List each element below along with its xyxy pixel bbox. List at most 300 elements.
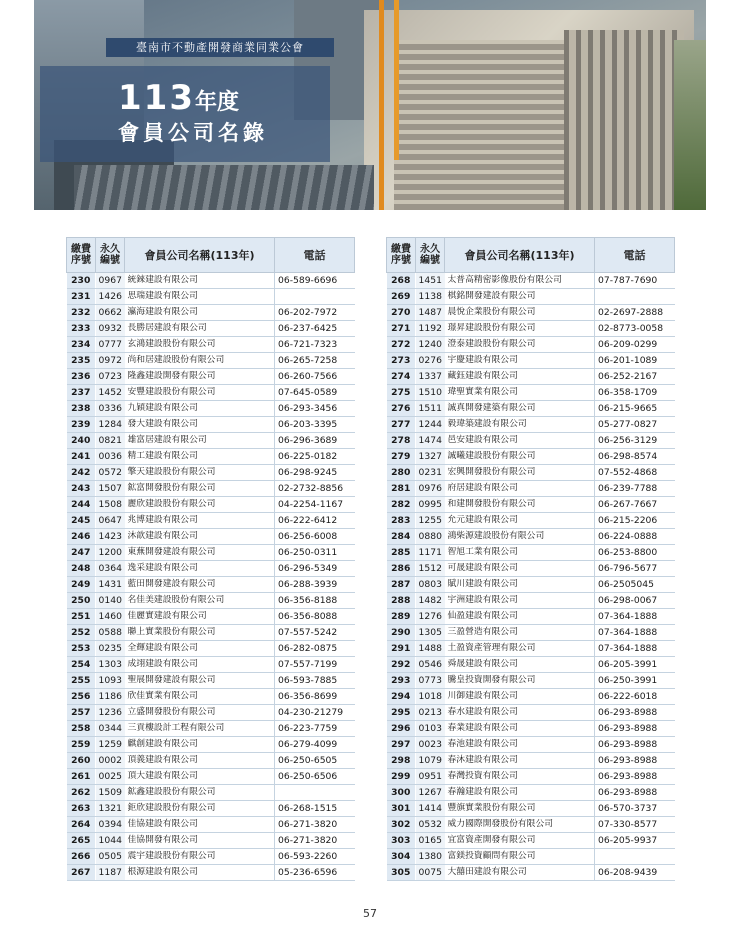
table-row: [387, 737, 675, 753]
member-code: 1321: [96, 801, 125, 817]
company-phone: 06-202-7972: [275, 305, 355, 321]
member-code: 0773: [416, 673, 445, 689]
table-row: [67, 657, 355, 673]
company-phone: 06-256-3129: [595, 433, 675, 449]
member-seq: 286: [387, 561, 416, 577]
company-phone: 06-252-2167: [595, 369, 675, 385]
member-code: 1508: [96, 497, 125, 513]
member-seq: 265: [67, 833, 96, 849]
member-code: 1380: [416, 849, 445, 865]
table-row: [67, 689, 355, 705]
company-phone: 06-250-6505: [275, 753, 355, 769]
member-seq: 291: [387, 641, 416, 657]
member-seq: 300: [387, 785, 416, 801]
company-name: 川御建設有限公司: [445, 689, 595, 705]
company-phone: 05-236-6596: [275, 865, 355, 881]
company-phone: 06-296-5349: [275, 561, 355, 577]
table-row: [67, 785, 355, 801]
table-row: [387, 577, 675, 593]
company-name: 隆鑫建設開發有限公司: [125, 369, 275, 385]
member-seq: 232: [67, 305, 96, 321]
member-seq: 254: [67, 657, 96, 673]
table-row: [67, 401, 355, 417]
company-phone: 06-250-0311: [275, 545, 355, 561]
member-code: 1431: [96, 577, 125, 593]
company-phone: 07-364-1888: [595, 625, 675, 641]
table-row: [387, 337, 675, 353]
member-seq: 257: [67, 705, 96, 721]
header-company-name: 會員公司名稱(113年): [445, 238, 595, 273]
company-name: 精工建設有限公司: [125, 449, 275, 465]
member-seq: 236: [67, 369, 96, 385]
member-code: 0662: [96, 305, 125, 321]
company-phone: 06-250-3991: [595, 673, 675, 689]
member-code: 0777: [96, 337, 125, 353]
member-seq: 245: [67, 513, 96, 529]
company-phone: 06-279-4099: [275, 737, 355, 753]
company-name: 春灣投資有限公司: [445, 769, 595, 785]
company-name: 威力國際開發股份有限公司: [445, 817, 595, 833]
member-seq: 246: [67, 529, 96, 545]
table-row: [387, 769, 675, 785]
member-code: 1426: [96, 289, 125, 305]
table-row: [387, 289, 675, 305]
table-row: [67, 625, 355, 641]
member-rows-right: [387, 273, 675, 881]
table-row: [387, 721, 675, 737]
member-code: 0140: [96, 593, 125, 609]
member-seq: 260: [67, 753, 96, 769]
company-phone: 06-271-3820: [275, 833, 355, 849]
company-phone: 07-364-1888: [595, 609, 675, 625]
table-row: [67, 705, 355, 721]
member-seq: 233: [67, 321, 96, 337]
header-code: 永久編號: [96, 238, 125, 273]
member-seq: 261: [67, 769, 96, 785]
member-seq: 248: [67, 561, 96, 577]
company-phone: 07-557-7199: [275, 657, 355, 673]
member-seq: 259: [67, 737, 96, 753]
table-row: [387, 369, 675, 385]
table-row: [387, 673, 675, 689]
member-seq: 282: [387, 497, 416, 513]
company-phone: 06-288-3939: [275, 577, 355, 593]
table-row: [67, 769, 355, 785]
member-seq: 296: [387, 721, 416, 737]
company-phone: 06-298-8574: [595, 449, 675, 465]
company-phone: 06-570-3737: [595, 801, 675, 817]
member-code: 1044: [96, 833, 125, 849]
member-seq: 247: [67, 545, 96, 561]
page-number: 57: [363, 907, 377, 920]
member-seq: 298: [387, 753, 416, 769]
table-row: [387, 497, 675, 513]
company-phone: 06-356-8188: [275, 593, 355, 609]
company-name: 鉅欣建設股份有限公司: [125, 801, 275, 817]
member-seq: 303: [387, 833, 416, 849]
company-phone: 06-237-6425: [275, 321, 355, 337]
member-code: 0336: [96, 401, 125, 417]
company-name: 賦川建設有限公司: [445, 577, 595, 593]
member-code: 1507: [96, 481, 125, 497]
member-seq: 244: [67, 497, 96, 513]
company-name: 長勝居建設有限公司: [125, 321, 275, 337]
table-row: [387, 705, 675, 721]
member-seq: 279: [387, 449, 416, 465]
company-phone: 06-282-0875: [275, 641, 355, 657]
member-code: 1284: [96, 417, 125, 433]
company-phone: 07-557-5242: [275, 625, 355, 641]
member-seq: 255: [67, 673, 96, 689]
member-seq: 252: [67, 625, 96, 641]
company-phone: 02-2732-8856: [275, 481, 355, 497]
table-row: [67, 273, 355, 289]
company-name: 春池建設有限公司: [445, 737, 595, 753]
company-phone: 06-2505045: [595, 577, 675, 593]
member-rows-left: [67, 273, 355, 881]
company-name: 宏興開發股份有限公司: [445, 465, 595, 481]
member-seq: 238: [67, 401, 96, 417]
company-name: 和建開發股份有限公司: [445, 497, 595, 513]
company-phone: 06-201-1089: [595, 353, 675, 369]
company-name: 成翊建設有限公司: [125, 657, 275, 673]
year-number: 113: [118, 78, 195, 118]
table-row: [387, 657, 675, 673]
table-row: [387, 305, 675, 321]
member-seq: 271: [387, 321, 416, 337]
company-name: 瀛海建設有限公司: [125, 305, 275, 321]
company-phone: 06-293-8988: [595, 737, 675, 753]
association-label: 臺南市不動產開發商業同業公會: [106, 38, 334, 57]
company-phone: 06-222-6018: [595, 689, 675, 705]
member-seq: 235: [67, 353, 96, 369]
company-phone: 07-552-4868: [595, 465, 675, 481]
company-phone: 06-205-9937: [595, 833, 675, 849]
table-row: [387, 753, 675, 769]
table-row: [387, 689, 675, 705]
company-name: 欣佳實業有限公司: [125, 689, 275, 705]
company-name: 春沐建設有限公司: [445, 753, 595, 769]
member-seq: 281: [387, 481, 416, 497]
company-name: 藍田開發建設有限公司: [125, 577, 275, 593]
member-seq: 305: [387, 865, 416, 881]
table-row: [387, 449, 675, 465]
member-code: 1487: [416, 305, 445, 321]
company-name: 仙盈建設有限公司: [445, 609, 595, 625]
member-code: 1303: [96, 657, 125, 673]
company-phone: 06-298-9245: [275, 465, 355, 481]
member-seq: 258: [67, 721, 96, 737]
member-table-left: [66, 237, 355, 881]
member-seq: 285: [387, 545, 416, 561]
company-phone: 06-593-2260: [275, 849, 355, 865]
member-code: 0647: [96, 513, 125, 529]
member-code: 1509: [96, 785, 125, 801]
member-code: 1305: [416, 625, 445, 641]
company-name: 佳協建設有限公司: [125, 817, 275, 833]
company-name: 邑安建設有限公司: [445, 433, 595, 449]
table-row: [67, 385, 355, 401]
member-code: 1259: [96, 737, 125, 753]
table-row: [67, 305, 355, 321]
company-phone: 06-203-3395: [275, 417, 355, 433]
member-code: 1200: [96, 545, 125, 561]
company-name: 聖展開發建設有限公司: [125, 673, 275, 689]
header-code: 永久編號: [416, 238, 445, 273]
company-name: 根源建設有限公司: [125, 865, 275, 881]
company-phone: 07-645-0589: [275, 385, 355, 401]
member-seq: 234: [67, 337, 96, 353]
member-code: 1244: [416, 417, 445, 433]
member-code: 0803: [416, 577, 445, 593]
company-name: 誠曦建設股份有限公司: [445, 449, 595, 465]
table-row: [387, 465, 675, 481]
table-row: [67, 433, 355, 449]
company-name: 三貢樓設計工程有限公司: [125, 721, 275, 737]
table-row: [387, 817, 675, 833]
company-name: 智旭工業有限公司: [445, 545, 595, 561]
member-seq: 270: [387, 305, 416, 321]
member-code: 0951: [416, 769, 445, 785]
company-name: 頂義建設有限公司: [125, 753, 275, 769]
company-name: 兆博建設有限公司: [125, 513, 275, 529]
company-name: 頂大建設有限公司: [125, 769, 275, 785]
table-row: [67, 417, 355, 433]
company-name: 統錸建設有限公司: [125, 273, 275, 289]
member-code: 0505: [96, 849, 125, 865]
year-suffix: 年度: [194, 90, 239, 115]
member-seq: 262: [67, 785, 96, 801]
table-row: [387, 433, 675, 449]
company-name: 聯上實業股份有限公司: [125, 625, 275, 641]
table-row: [67, 577, 355, 593]
company-name: 春瀚建設有限公司: [445, 785, 595, 801]
member-code: 1276: [416, 609, 445, 625]
member-seq: 284: [387, 529, 416, 545]
company-phone: 06-253-8800: [595, 545, 675, 561]
header-seq: 繳費序號: [67, 238, 96, 273]
member-seq: 263: [67, 801, 96, 817]
company-name: 璟昇建設股份有限公司: [445, 321, 595, 337]
member-code: 1337: [416, 369, 445, 385]
company-phone: 06-260-7566: [275, 369, 355, 385]
member-seq: 251: [67, 609, 96, 625]
member-code: 0546: [416, 657, 445, 673]
company-name: 全輝建設有限公司: [125, 641, 275, 657]
company-name: 毅瑋築建設有限公司: [445, 417, 595, 433]
table-row: [67, 481, 355, 497]
company-phone: 06-239-7788: [595, 481, 675, 497]
table-row: [67, 545, 355, 561]
company-name: 大囍田建設有限公司: [445, 865, 595, 881]
company-phone: 04-2254-1167: [275, 497, 355, 513]
member-code: 0880: [416, 529, 445, 545]
member-code: 0364: [96, 561, 125, 577]
member-seq: 230: [67, 273, 96, 289]
table-row: [67, 513, 355, 529]
company-phone: 06-358-1709: [595, 385, 675, 401]
company-phone: 06-721-7323: [275, 337, 355, 353]
member-code: 1138: [416, 289, 445, 305]
header-company-name: 會員公司名稱(113年): [125, 238, 275, 273]
member-code: 0344: [96, 721, 125, 737]
company-phone: 06-223-7759: [275, 721, 355, 737]
company-phone: 06-298-0067: [595, 593, 675, 609]
member-seq: 249: [67, 577, 96, 593]
company-name: 誠真開發建築有限公司: [445, 401, 595, 417]
company-phone: [275, 785, 355, 801]
header-phone: 電話: [275, 238, 355, 273]
company-name: 土盈資產管理有限公司: [445, 641, 595, 657]
company-phone: 06-205-3991: [595, 657, 675, 673]
company-phone: 06-268-1515: [275, 801, 355, 817]
table-row: [387, 481, 675, 497]
company-phone: 05-277-0827: [595, 417, 675, 433]
table-row: [67, 353, 355, 369]
member-code: 1512: [416, 561, 445, 577]
table-row: [67, 321, 355, 337]
table-row: [67, 753, 355, 769]
member-code: 0394: [96, 817, 125, 833]
company-name: 瑋聖實業有限公司: [445, 385, 595, 401]
company-name: 春業建設有限公司: [445, 721, 595, 737]
company-phone: 06-356-8699: [275, 689, 355, 705]
company-phone: [275, 289, 355, 305]
company-phone: 06-593-7885: [275, 673, 355, 689]
member-code: 0235: [96, 641, 125, 657]
header-phone: 電話: [595, 238, 675, 273]
member-code: 1236: [96, 705, 125, 721]
table-row: [387, 273, 675, 289]
member-code: 0023: [416, 737, 445, 753]
company-name: 可晟建設有限公司: [445, 561, 595, 577]
member-seq: 242: [67, 465, 96, 481]
company-phone: 06-222-6412: [275, 513, 355, 529]
member-seq: 301: [387, 801, 416, 817]
company-phone: 06-293-8988: [595, 753, 675, 769]
member-seq: 278: [387, 433, 416, 449]
member-code: 1511: [416, 401, 445, 417]
member-code: 0588: [96, 625, 125, 641]
company-phone: 06-215-9665: [595, 401, 675, 417]
member-code: 1171: [416, 545, 445, 561]
company-name: 逸采建設有限公司: [125, 561, 275, 577]
member-seq: 274: [387, 369, 416, 385]
member-seq: 237: [67, 385, 96, 401]
member-code: 1187: [96, 865, 125, 881]
company-phone: 06-267-7667: [595, 497, 675, 513]
company-name: 騰皇投資開發有限公司: [445, 673, 595, 689]
member-seq: 290: [387, 625, 416, 641]
member-code: 0025: [96, 769, 125, 785]
company-name: 思瑞建設有限公司: [125, 289, 275, 305]
member-seq: 268: [387, 273, 416, 289]
table-row: [67, 369, 355, 385]
company-name: 玄鴻建設股份有限公司: [125, 337, 275, 353]
member-seq: 287: [387, 577, 416, 593]
member-seq: 266: [67, 849, 96, 865]
company-phone: 07-330-8577: [595, 817, 675, 833]
table-row: [67, 849, 355, 865]
company-name: 三盈營造有限公司: [445, 625, 595, 641]
company-name: 擎天建設股份有限公司: [125, 465, 275, 481]
table-row: [387, 321, 675, 337]
table-row: [67, 801, 355, 817]
member-seq: 280: [387, 465, 416, 481]
member-seq: 250: [67, 593, 96, 609]
company-phone: 07-787-7690: [595, 273, 675, 289]
company-phone: 04-230-21279: [275, 705, 355, 721]
company-name: 立盛開發股份有限公司: [125, 705, 275, 721]
table-row: [387, 785, 675, 801]
member-code: 1474: [416, 433, 445, 449]
company-name: 震宇建設股份有限公司: [125, 849, 275, 865]
company-phone: 06-293-3456: [275, 401, 355, 417]
directory-title: 會員公司名錄: [118, 121, 268, 145]
company-name: 棋銘開發建設有限公司: [445, 289, 595, 305]
member-seq: 292: [387, 657, 416, 673]
member-code: 0932: [96, 321, 125, 337]
table-row: [387, 417, 675, 433]
member-code: 1327: [416, 449, 445, 465]
table-row: [387, 385, 675, 401]
member-code: 1093: [96, 673, 125, 689]
company-name: 鉱富開發股份有限公司: [125, 481, 275, 497]
table-row: [387, 641, 675, 657]
company-phone: 06-250-6506: [275, 769, 355, 785]
table-row: [67, 737, 355, 753]
company-name: 府居建設有限公司: [445, 481, 595, 497]
table-row: [67, 833, 355, 849]
member-seq: 302: [387, 817, 416, 833]
company-phone: 06-271-3820: [275, 817, 355, 833]
company-name: 九穎建設有限公司: [125, 401, 275, 417]
company-name: 舜晟建設有限公司: [445, 657, 595, 673]
member-code: 0976: [416, 481, 445, 497]
company-name: 晨悅企業股份有限公司: [445, 305, 595, 321]
table-row: [67, 497, 355, 513]
member-code: 0002: [96, 753, 125, 769]
company-phone: 06-209-0299: [595, 337, 675, 353]
company-phone: 06-265-7258: [275, 353, 355, 369]
table-row: [67, 465, 355, 481]
member-code: 0972: [96, 353, 125, 369]
member-seq: 239: [67, 417, 96, 433]
member-seq: 297: [387, 737, 416, 753]
header-seq: 繳費序號: [387, 238, 416, 273]
company-phone: [595, 849, 675, 865]
company-name: 安豐建設股份有限公司: [125, 385, 275, 401]
member-seq: 240: [67, 433, 96, 449]
member-seq: 231: [67, 289, 96, 305]
company-name: 太普高精密影像股份有限公司: [445, 273, 595, 289]
company-name: 沐歆建設有限公司: [125, 529, 275, 545]
member-code: 1267: [416, 785, 445, 801]
table-row: [67, 561, 355, 577]
member-code: 0967: [96, 273, 125, 289]
table-row: [387, 401, 675, 417]
member-seq: 241: [67, 449, 96, 465]
company-phone: 06-293-8988: [595, 769, 675, 785]
company-name: 鉱鑫建設股份有限公司: [125, 785, 275, 801]
table-row: [387, 593, 675, 609]
company-name: 尚和居建設股份有限公司: [125, 353, 275, 369]
company-name: 麗欣建設股份有限公司: [125, 497, 275, 513]
company-name: 佳麗實建設有限公司: [125, 609, 275, 625]
company-name: 允元建設有限公司: [445, 513, 595, 529]
member-code: 1423: [96, 529, 125, 545]
company-name: 鴻柴源建設股份有限公司: [445, 529, 595, 545]
